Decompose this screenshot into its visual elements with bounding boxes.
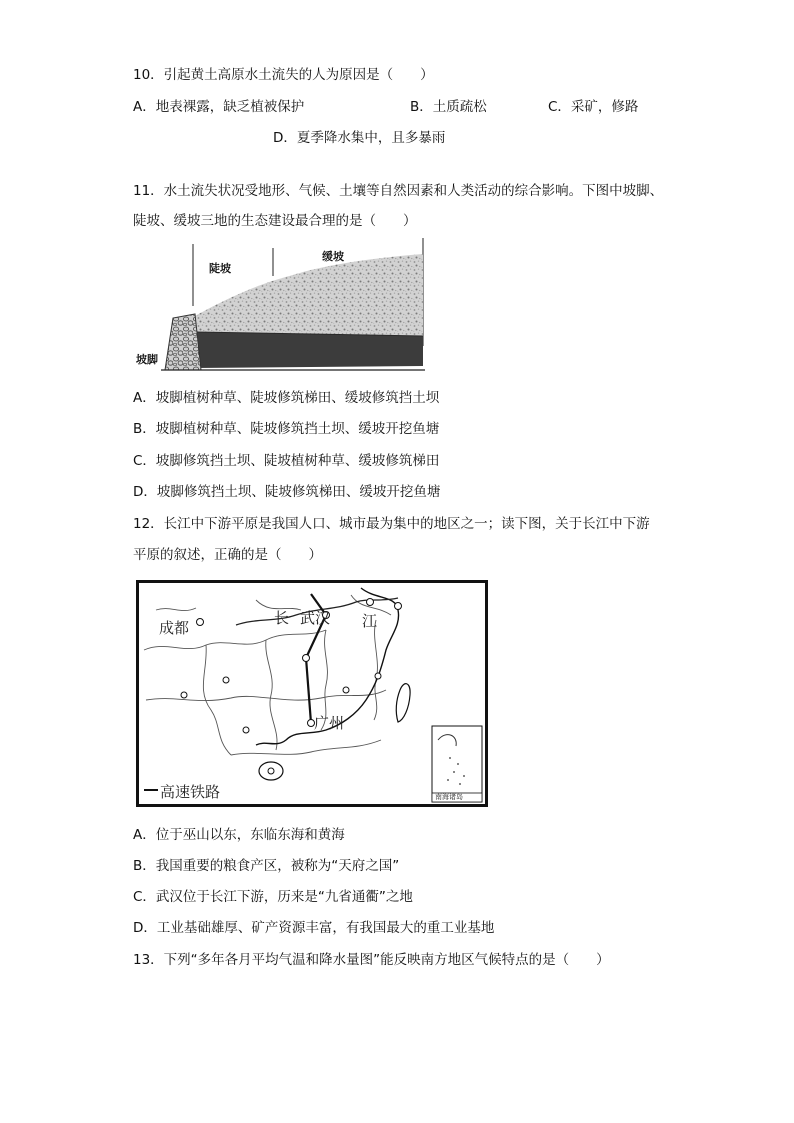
map-inset-label: 南海诸岛 (435, 793, 463, 801)
q10-stem: 10．引起黄土高原水土流失的人为原因是（ ） (133, 67, 434, 83)
q11-option-b: B．坡脚植树种草、陡坡修筑挡土坝、缓坡开挖鱼塘 (133, 421, 440, 437)
q12-option-d: D．工业基础雄厚、矿产资源丰富，有我国最大的重工业基地 (133, 920, 495, 936)
q12-option-c: C．武汉位于长江下游，历来是“九省通衢”之地 (133, 889, 413, 905)
q12-option-a: A．位于巫山以东，东临东海和黄海 (133, 827, 345, 843)
q10-option-b: B．土质疏松 (410, 99, 487, 115)
label-slope-foot: 坡脚 (136, 353, 158, 366)
label-steep-slope: 陡坡 (209, 262, 231, 275)
label-gentle-slope: 缓坡 (322, 250, 344, 263)
q10-option-a: A．地表裸露，缺乏植被保护 (133, 99, 305, 115)
q10-option-d: D．夏季降水集中，且多暴雨 (273, 130, 446, 146)
q11-option-a: A．坡脚植树种草、陡坡修筑梯田、缓坡修筑挡土坝 (133, 390, 440, 406)
q12-stem-line2: 平原的叙述，正确的是（ ） (133, 547, 322, 563)
map-label-guangzhou: 广州 (314, 714, 345, 732)
map-label-chang: 长 (274, 609, 290, 627)
q13-stem: 13．下列“多年各月平均气温和降水量图”能反映南方地区气候特点的是（ ） (133, 952, 610, 968)
china-map-figure (136, 580, 488, 807)
map-legend-railway: 高速铁路 (160, 783, 221, 801)
map-label-wuhan: 武汉 (300, 609, 331, 627)
q11-option-c: C．坡脚修筑挡土坝、陡坡植树种草、缓坡修筑梯田 (133, 453, 440, 469)
slope-figure (133, 236, 428, 374)
map-label-jiang: 江 (362, 612, 378, 630)
q11-option-d: D．坡脚修筑挡土坝、陡坡修筑梯田、缓坡开挖鱼塘 (133, 484, 441, 500)
q11-stem-line2: 陡坡、缓坡三地的生态建设最合理的是（ ） (133, 213, 417, 229)
map-label-chengdu: 成都 (159, 619, 190, 637)
q12-option-b: B．我国重要的粮食产区，被称为“天府之国” (133, 858, 400, 874)
q11-stem-line1: 11．水土流失状况受地形、气候、土壤等自然因素和人类活动的综合影响。下图中坡脚、 (133, 183, 664, 199)
q10-option-c: C．采矿，修路 (548, 99, 639, 115)
q12-stem-line1: 12．长江中下游平原是我国人口、城市最为集中的地区之一；读下图，关于长江中下游 (133, 516, 650, 532)
slope-figure-graphic (133, 236, 428, 374)
